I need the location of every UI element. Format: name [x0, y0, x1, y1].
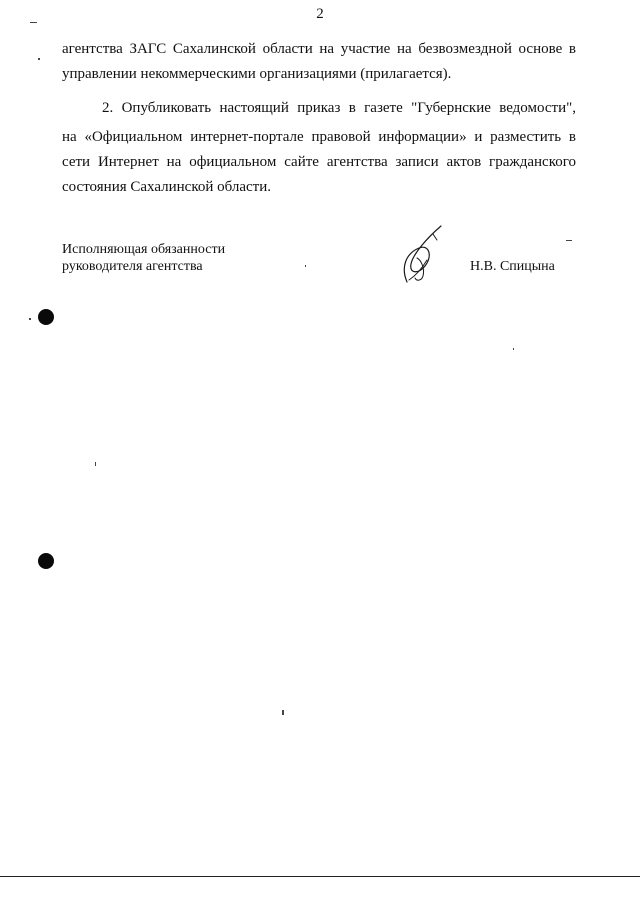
body-line-3: 2. Опубликовать настоящий приказ в газете "Губернские ведомости", [102, 100, 576, 116]
body-line-6: состояния Сахалинской области. [62, 179, 272, 195]
signatory-title-line-1: Исполняющая обязанности [62, 242, 226, 257]
signatory-name: Н.В. Спицына [470, 259, 555, 274]
handwritten-signature [397, 224, 445, 290]
scan-speck [30, 22, 37, 23]
punch-hole-top [38, 309, 54, 325]
scan-speck [566, 240, 572, 241]
scan-speck [29, 318, 31, 320]
body-line-4: на «Официальном интернет-портале правовой информации» и разместить в [62, 129, 576, 145]
scan-speck [282, 710, 284, 715]
signatory-title-line-2: руководителя агентства [62, 259, 203, 274]
footer-rule [0, 876, 640, 877]
punch-hole-bottom [38, 553, 54, 569]
page-number: 2 [316, 6, 324, 22]
body-line-1: агентства ЗАГС Сахалинской области на участие на безвозмездной основе в [62, 41, 576, 57]
scan-speck [305, 265, 306, 267]
body-line-2: управлении некоммерческими организациями (прилагается). [62, 66, 452, 82]
scan-speck [95, 462, 96, 466]
scan-speck [38, 58, 40, 60]
body-line-5: сети Интернет на официальном сайте агентства записи актов гражданского [62, 154, 576, 170]
scan-speck [513, 348, 514, 350]
